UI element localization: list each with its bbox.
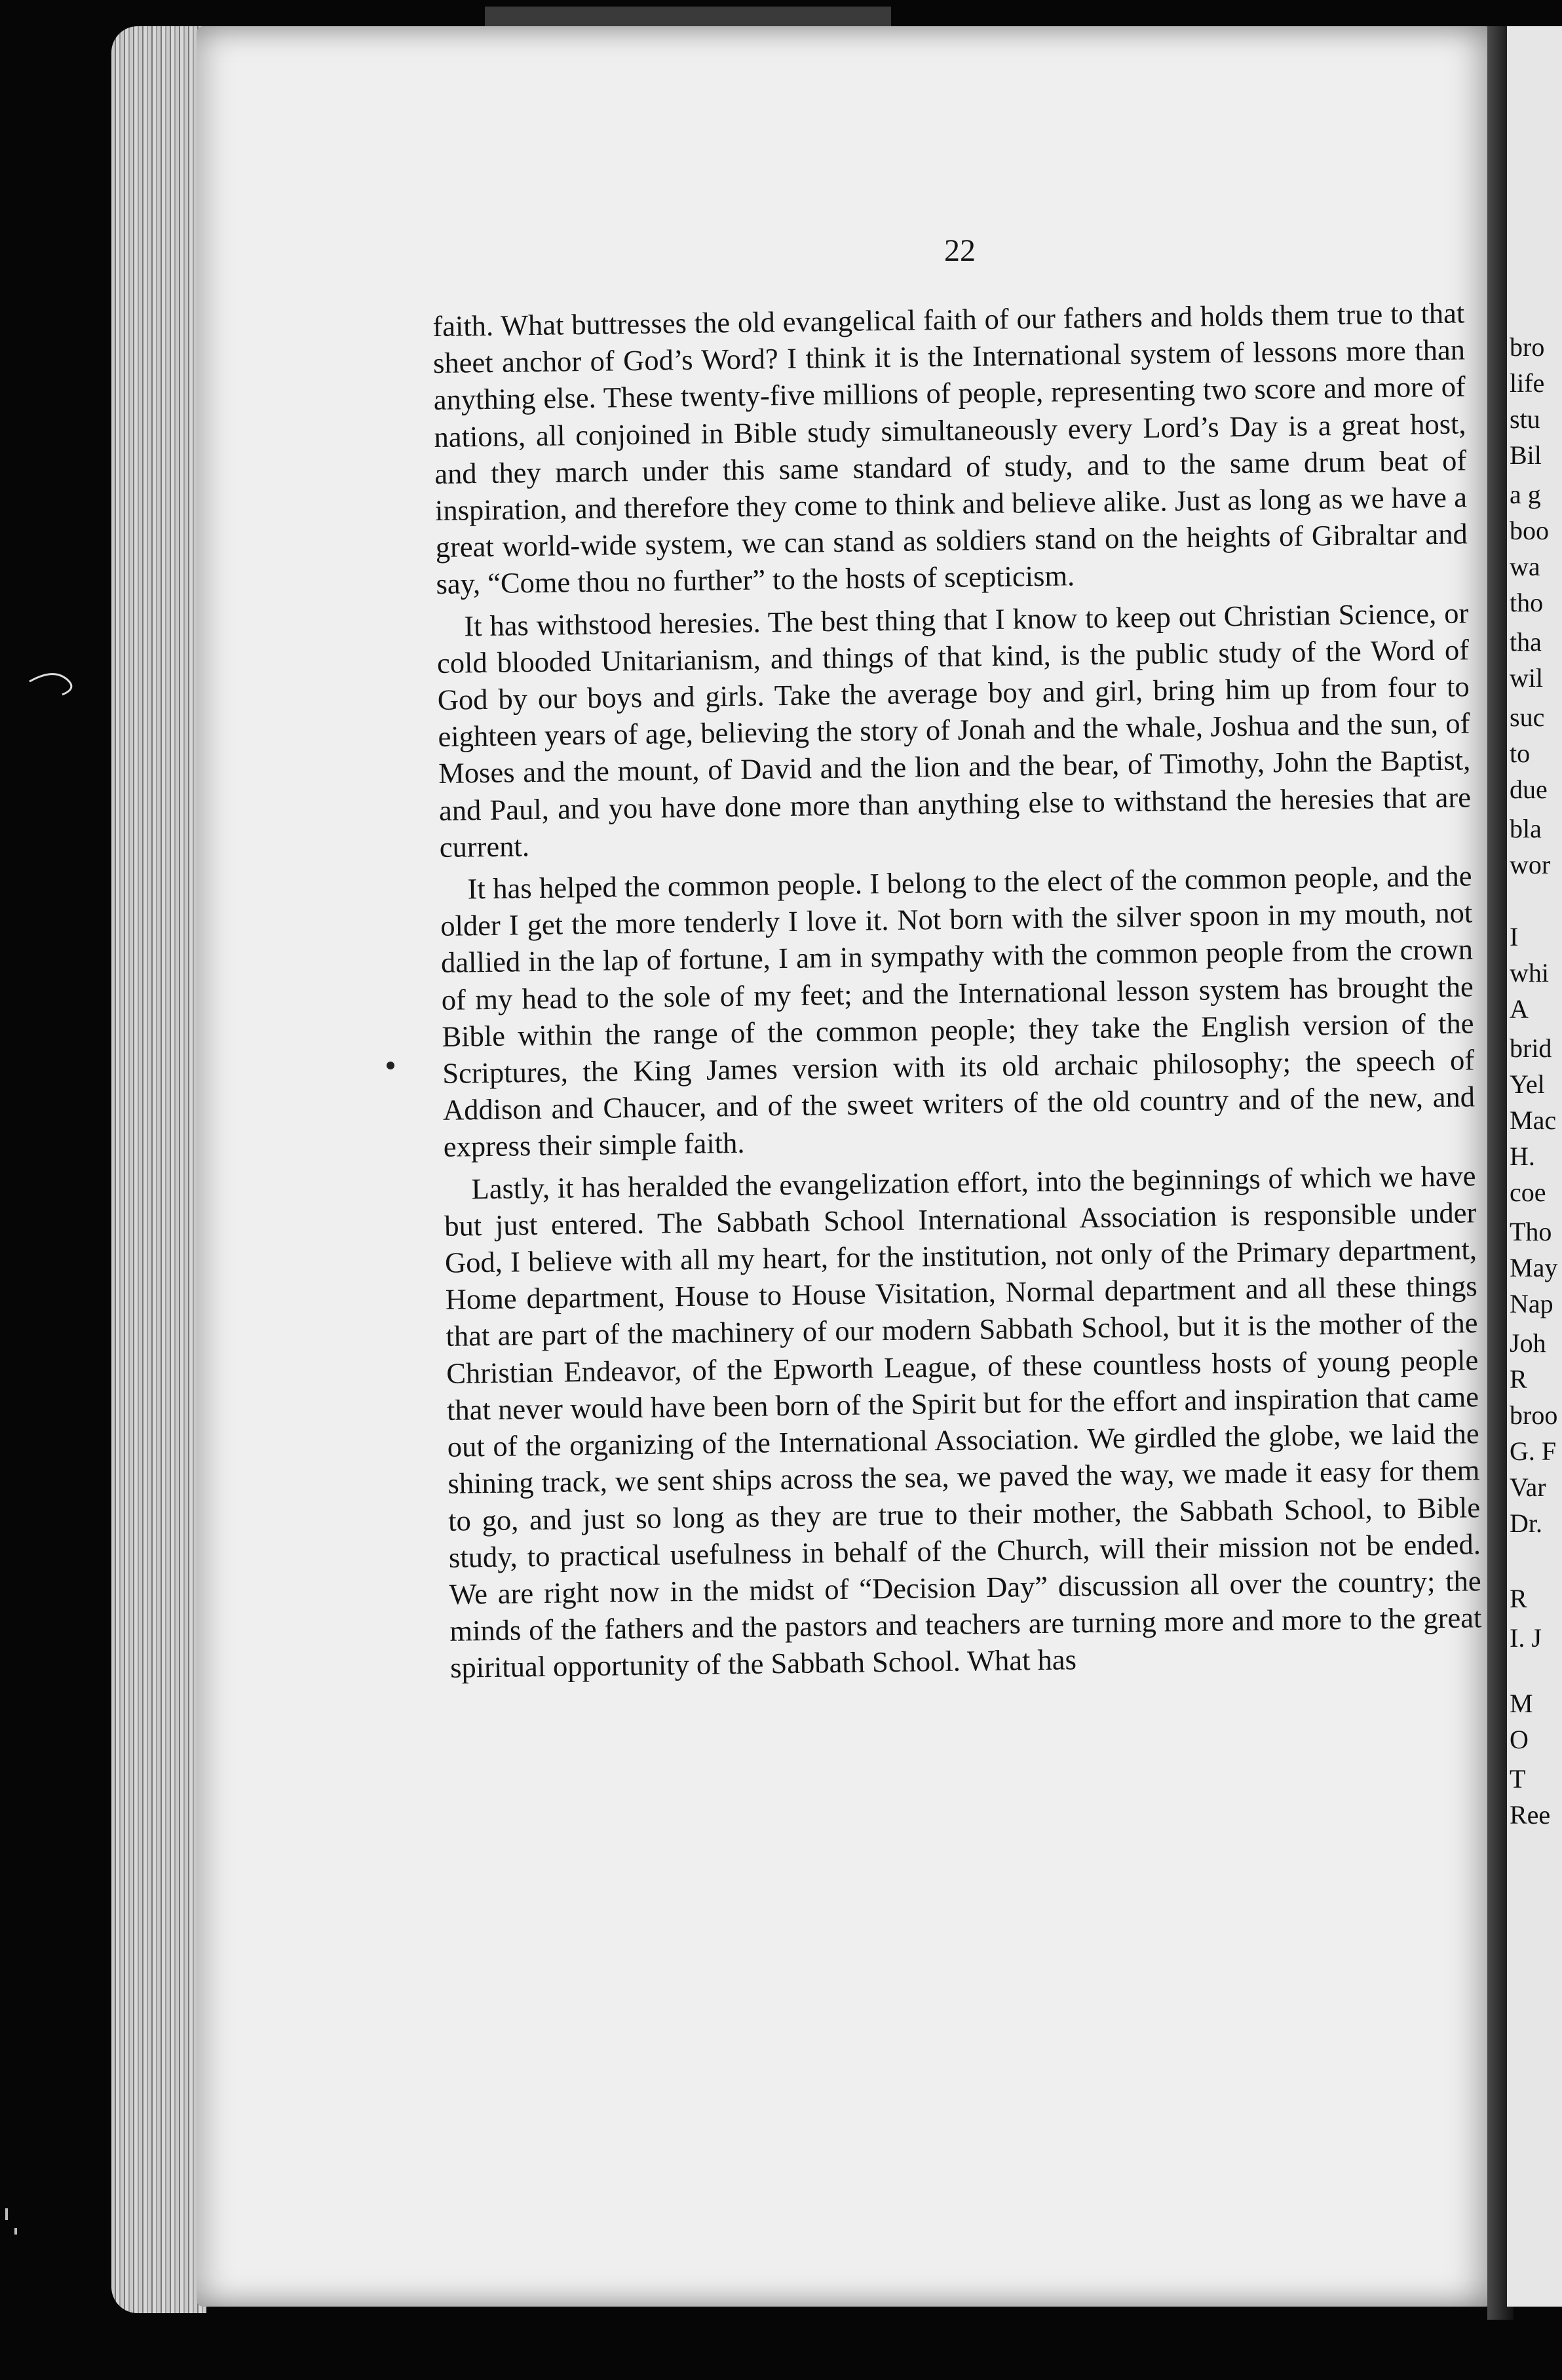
next-page-fragment: stu [1510, 404, 1540, 434]
next-page-fragment: I [1510, 922, 1519, 951]
paragraph: faith. What buttresses the old evangelical faith of our fathers and holds them true to that sheet anchor of God’s Word? I think it is the International system of lessons more than anything else. These twenty-five millions of people, representing two score and more of nations, all conjoined in Bible study simultaneously every Lord’s Day is a great host, and they march under this same standard of study, and to the same drum beat of inspiration, and therefore they come to think and believe alike. Just as long as we have a great world-wide system, we can stand as soldiers stand on the heights of Gibraltar and say, “Come thou no further” to the hosts of scepticism. [432, 296, 1468, 601]
next-page-fragment: I. J [1510, 1623, 1542, 1653]
next-page-fragment: Joh [1510, 1328, 1546, 1358]
next-page-fragment: Var [1510, 1472, 1546, 1502]
scan-speck [14, 2228, 17, 2235]
next-page-fragment: G. F [1510, 1436, 1557, 1466]
scan-speck [5, 2208, 8, 2220]
next-page-fragment: Yel [1510, 1069, 1545, 1099]
next-page-fragment: wil [1510, 663, 1544, 693]
next-page-fragment: May [1510, 1253, 1558, 1282]
next-page-fragment: boo [1510, 516, 1549, 545]
scan-mark-hook [26, 662, 85, 701]
next-page-fragment: wa [1510, 552, 1540, 581]
margin-mark [387, 1062, 394, 1069]
next-page-fragment: R [1510, 1364, 1527, 1394]
paragraph: It has withstood heresies. The best thing that I know to keep out Christian Science, or cold blooded Unitarianism, and things of that kind, is the public study of the Word of God by our boys and girls. Take the average boy and girl, bring him up from four to eighteen years of age, believing the story of Jonah and the whale, Joshua and the sun, of Moses and the mount, of David and the lion and the bear, of Timothy, John the Baptist, and Paul, and you have done more than anything else to withstand the heresies that are current. [436, 596, 1472, 864]
next-page-fragment: due [1510, 775, 1548, 804]
next-page-fragment: Mac [1510, 1105, 1557, 1135]
next-page-fragment: T [1510, 1764, 1526, 1794]
adjacent-page [1507, 26, 1562, 2307]
next-page-fragment: coe [1510, 1178, 1546, 1207]
next-page-fragment: Tho [1510, 1217, 1552, 1246]
next-page-fragment: life [1510, 368, 1545, 398]
paragraph: It has helped the common people. I belong to the elect of the common people, and the older I get the more tenderly I love it. Not born with the silver spoon in my mouth, not dallied in the lap of fortune, I am in sympathy with the common people from the crown of my head to the sole of my feet; and the International lesson system has brought the Bible within the range of the common people; they take the English version of the Scriptures, the King James version with its old archaic philosophy; the speech of Addison and Chaucer, and of the sweet writers of the old country and of the new, and express their simple faith. [440, 859, 1476, 1164]
next-page-fragment: broo [1510, 1400, 1558, 1430]
next-page-fragment: M [1510, 1689, 1533, 1718]
next-page-fragment: to [1510, 739, 1531, 768]
next-page-fragment: wor [1510, 850, 1551, 879]
next-page-fragment: Bil [1510, 440, 1542, 470]
next-page-fragment: Dr. [1510, 1508, 1542, 1538]
next-page-fragment: A [1510, 994, 1529, 1024]
next-page-fragment: tha [1510, 627, 1542, 657]
scan-top-strip [485, 7, 891, 29]
next-page-fragment: bla [1510, 814, 1542, 843]
page-edges [111, 26, 206, 2313]
next-page-fragment: O [1510, 1725, 1529, 1754]
next-page-fragment: Ree [1510, 1800, 1551, 1830]
next-page-fragment: bro [1510, 332, 1545, 362]
next-page-fragment: R [1510, 1584, 1527, 1613]
next-page-fragment: suc [1510, 702, 1545, 732]
next-page-fragment: a g [1510, 480, 1541, 509]
next-page-fragment: tho [1510, 588, 1544, 617]
next-page-fragment: Nap [1510, 1289, 1553, 1318]
paragraph: Lastly, it has heralded the evangelization effort, into the beginnings of which we have but just entered. The Sabbath School International Association is responsible under God, I believe with all my heart, for the institution, not only of the Primary department, Home department, House to House Visitation, Normal department and all these things that are part of the machinery of our modern Sabbath School, but it is the mother of the Christian Endeavor, of the Epworth League, of these countless hosts of young people that never would have been born of the Spirit but for the effort and inspiration that came out of the organizing of the International Association. We girdled the globe, we laid the shining track, we sent ships across the sea, we paved the way, we made it easy for them to go, and just so long as they are true to their mother, the Sabbath School, to Bible study, to practical usefulness in behalf of the Church, will their mission not be ended. We are right now in the midst of “Decision Day” discussion all over the country; the minds of the fathers and the pastors and teachers are turning more and more to the great spiritual opportunity of the Sabbath School. What has [444, 1159, 1482, 1685]
page-body [432, 294, 1483, 1691]
page-number: 22 [944, 233, 976, 268]
next-page-fragment: whi [1510, 958, 1549, 988]
next-page-fragment: H. [1510, 1142, 1535, 1171]
next-page-fragment: brid [1510, 1033, 1552, 1063]
